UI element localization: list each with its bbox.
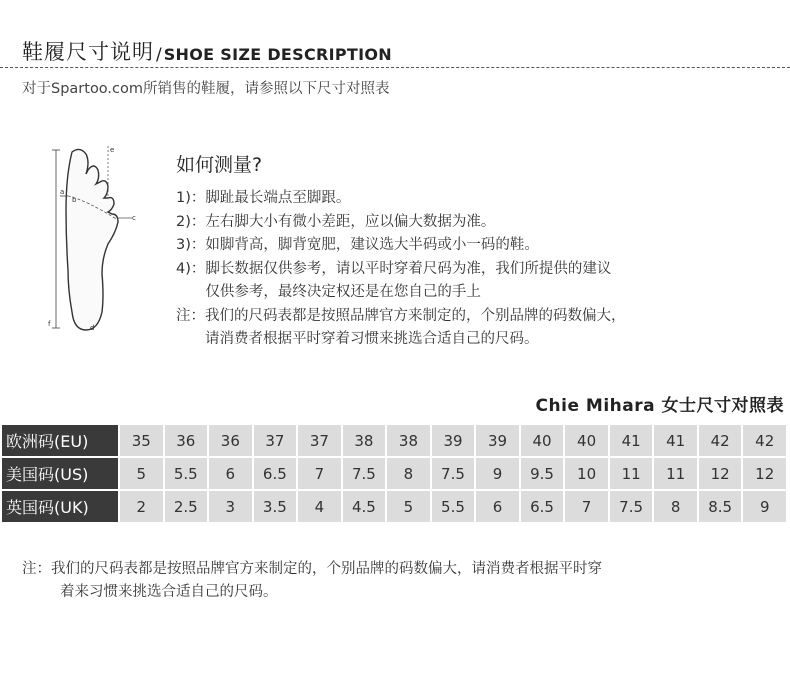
table-cell: 7.5 xyxy=(343,458,386,489)
table-cell: 5 xyxy=(387,491,430,522)
table-cell: 40 xyxy=(521,425,564,456)
table-cell: 3 xyxy=(209,491,252,522)
table-cell: 8 xyxy=(654,491,697,522)
table-cell: 6 xyxy=(476,491,519,522)
row-label: 欧洲码(EU) xyxy=(2,425,118,456)
size-chart-title: Chie Mihara 女士尺寸对照表 xyxy=(535,396,784,416)
table-cell: 5.5 xyxy=(432,491,475,522)
row-label: 美国码(US) xyxy=(2,458,118,489)
table-cell: 7.5 xyxy=(432,458,475,489)
howto-item-1: 1)： 脚趾最长端点至脚跟。 xyxy=(176,190,351,206)
table-cell: 6.5 xyxy=(254,458,297,489)
diagram-label-f: f xyxy=(48,320,51,328)
page-header xyxy=(22,36,392,66)
howto-item-2: 2)： 左右脚大小有微小差距，应以偏大数据为准。 xyxy=(176,213,496,230)
table-cell: 6 xyxy=(209,458,252,489)
table-cell: 38 xyxy=(387,425,430,456)
table-cell: 37 xyxy=(298,425,341,456)
foot-measurement-diagram-icon xyxy=(46,140,146,340)
table-cell: 38 xyxy=(343,425,386,456)
table-cell: 2.5 xyxy=(165,491,208,522)
table-cell: 4 xyxy=(298,491,341,522)
note-line-1: 我们的尺码表都是按照品牌官方来制定的，个别品牌的码数偏大，请消费者根据平时穿 xyxy=(51,561,602,577)
table-cell: 35 xyxy=(120,425,163,456)
size-conversion-table xyxy=(0,423,788,524)
howto-item-3: 3)： 如脚背高，脚背宽肥，建议选大半码或小一码的鞋。 xyxy=(176,237,539,253)
table-cell: 2 xyxy=(120,491,163,522)
table-cell: 8.5 xyxy=(699,491,742,522)
table-row xyxy=(2,458,786,489)
diagram-label-a: a xyxy=(60,188,65,196)
table-cell: 11 xyxy=(654,458,697,489)
table-row xyxy=(2,491,786,522)
table-cell: 5 xyxy=(120,458,163,489)
table-row xyxy=(2,425,786,456)
title-separator: / xyxy=(156,45,162,65)
row-label: 英国码(UK) xyxy=(2,491,118,522)
table-cell: 6.5 xyxy=(521,491,564,522)
howto-title: 如何测量? xyxy=(176,154,263,176)
table-cell: 41 xyxy=(610,425,653,456)
howto-item-4: 4)： 脚长数据仅供参考，请以平时穿着尺码为准，我们所提供的建议 仅供参考，最终决定权还是在您自己的手上 xyxy=(176,260,612,300)
diagram-label-e: e xyxy=(110,146,115,154)
table-cell: 39 xyxy=(432,425,475,456)
table-cell: 12 xyxy=(699,458,742,489)
table-cell: 7.5 xyxy=(610,491,653,522)
header-divider xyxy=(0,67,790,68)
table-cell: 9.5 xyxy=(521,458,564,489)
table-cell: 41 xyxy=(654,425,697,456)
table-cell: 9 xyxy=(743,491,786,522)
intro-text: 对于Spartoo.com所销售的鞋履，请参照以下尺寸对照表 xyxy=(22,81,390,97)
measurement-instructions xyxy=(176,150,756,352)
table-cell: 37 xyxy=(254,425,297,456)
page-title-english: SHOE SIZE DESCRIPTION xyxy=(163,45,392,64)
table-cell: 9 xyxy=(476,458,519,489)
table-cell: 4.5 xyxy=(343,491,386,522)
footer-note xyxy=(22,558,762,604)
table-cell: 12 xyxy=(743,458,786,489)
table-cell: 7 xyxy=(565,491,608,522)
table-cell: 42 xyxy=(699,425,742,456)
table-cell: 5.5 xyxy=(165,458,208,489)
table-cell: 42 xyxy=(743,425,786,456)
table-cell: 40 xyxy=(565,425,608,456)
table-cell: 36 xyxy=(209,425,252,456)
note-line-2: 着来习惯来挑选合适自己的尺码。 xyxy=(60,584,278,600)
diagram-label-b: b xyxy=(72,196,77,204)
table-cell: 36 xyxy=(165,425,208,456)
table-cell: 8 xyxy=(387,458,430,489)
diagram-label-d: d xyxy=(90,324,95,332)
table-cell: 11 xyxy=(610,458,653,489)
page-title: 鞋履尺寸说明 xyxy=(22,40,154,64)
table-cell: 10 xyxy=(565,458,608,489)
howto-note: 注： 我们的尺码表都是按照品牌官方来制定的，个别品牌的码数偏大， 请消费者根据平时穿着习惯来挑选合适自己的尺码。 xyxy=(176,307,626,347)
table-cell: 39 xyxy=(476,425,519,456)
table-cell: 7 xyxy=(298,458,341,489)
diagram-label-c: c xyxy=(132,214,136,222)
note-prefix: 注： xyxy=(22,561,51,577)
table-cell: 3.5 xyxy=(254,491,297,522)
